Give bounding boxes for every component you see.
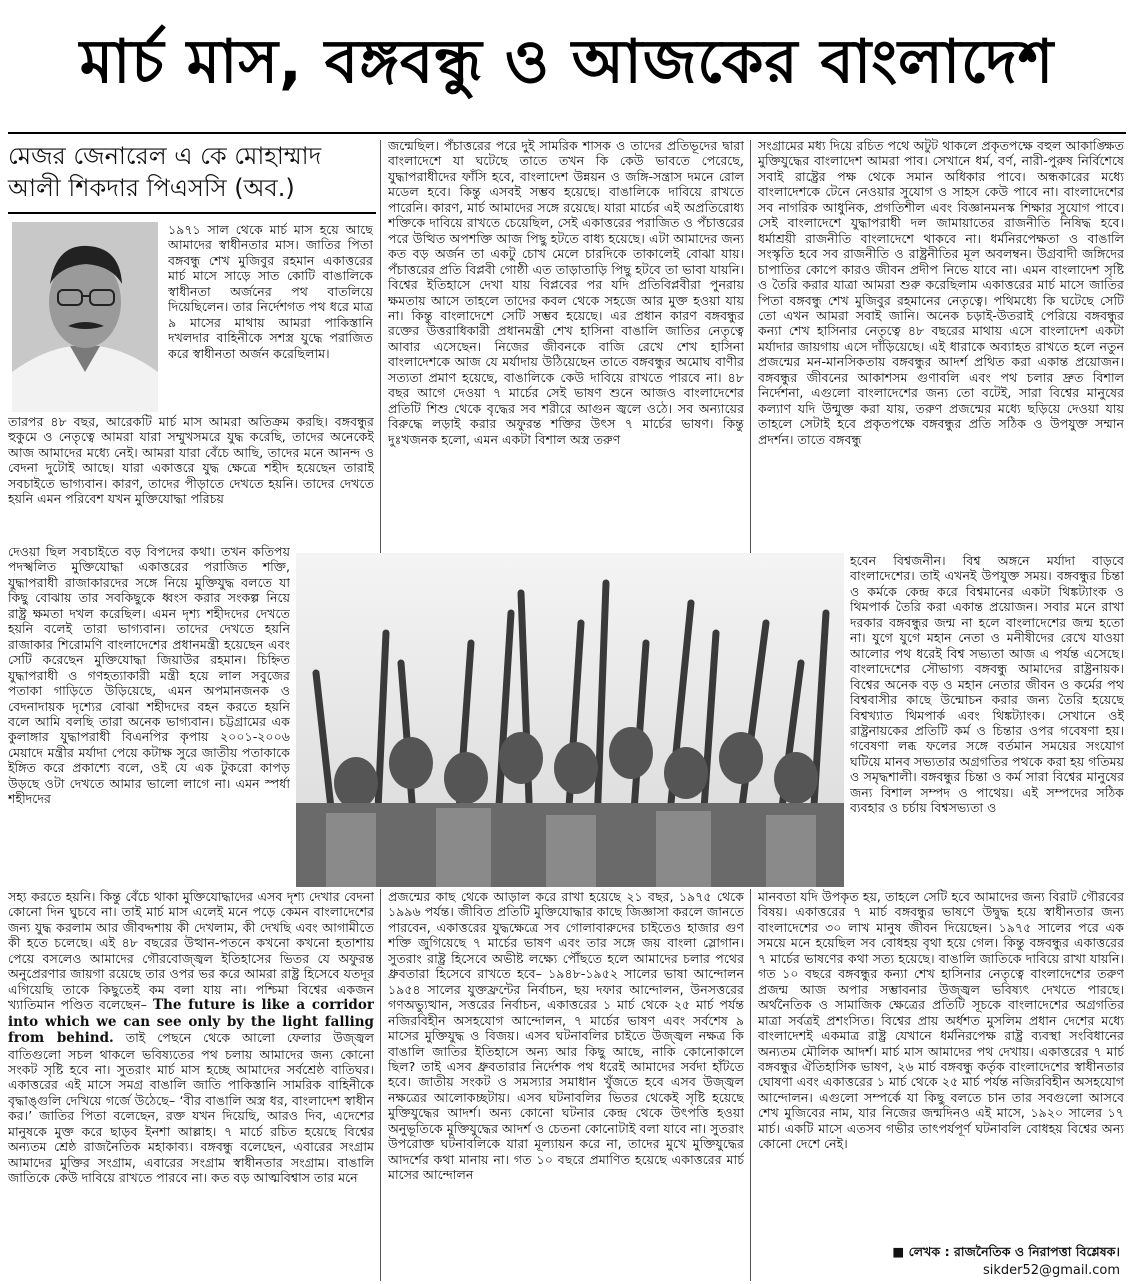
column-separator-1 [380,140,381,553]
column-separator-4 [750,889,751,1281]
author-portrait-graphic [12,222,158,412]
column-1-intro [168,222,373,412]
column-3-top [758,138,1124,550]
author-email[interactable]: sikder52@gmail.com [982,1263,1120,1278]
column-separator-2 [750,140,751,553]
column-3-mid [850,553,1124,887]
rally-photograph [296,553,844,887]
headline-rule [8,132,1126,134]
col3-bottom-text: মানবতা যদি উপকৃত হয়, তাহলে সেটি হবে আমাদের জন্য বিরাট গৌরবের বিষয়। একাত্তরের ৭ মার্চ বঙ্গবন্ধুর ভাষণে উদ্বুদ্ধ হয়ে স্বাধীনতার জন্য বাংলাদেশের ৩০ লাখ মানুষ জীবন দিয়েছেন। ১৯৭৫ সালের পরে এক সময়ে মনে হয়েছিল সব বোধহয় বৃথা হয়ে গেল। কিন্তু বঙ্গবন্ধুর একাত্তরের ৭ মার্চের ভাষণের কথা সত্য হয়েছে। বাঙালি জাতিকে দাবিয়ে রাখা যায়নি। গত ১০ বছরে বঙ্গবন্ধুর কন্যা শেখ হাসিনার নেতৃত্বে বাংলাদেশের তরুণ প্রজন্ম আজ অপার সম্ভাবনার উজ্জ্বল ভবিষ্যৎ দেখতে পারছে। অর্থনৈতিক ও সামাজিক ক্ষেত্রের প্রতিটি সূচকে বাংলাদেশের অগ্রগতির মাত্রা সর্বত্রই প্রশংসিত। বিশ্বের প্রায় অর্ধশত মুসলিম প্রধান দেশের মধ্যে বাংলাদেশই একমাত্র রাষ্ট্র যেখানে ধর্মনিরপেক্ষ রাষ্ট্র ব্যবস্থা সংবিধানের অন্যতম মৌলিক আদর্শ। মার্চ মাস আমাদের পথ দেখায়। একাত্তরের ৭ মার্চ বঙ্গবন্ধুর ঐতিহাসিক ভাষণ, ২৬ মার্চ বঙ্গবন্ধু কর্তৃক বাংলাদেশের স্বাধীনতার ঘোষণা এবং একাত্তরের ১ মার্চ থেকে ২৫ মার্চ পর্যন্ত নজিরবিহীন অসহযোগ আন্দোলন। এগুলো সম্পর্কে যা কিছু বলতে চান তার সবগুলো আসবে শেখ মুজিবের নাম, যার নিজের জন্মদিনও এই মাসে, ১৯২০ সালের ১৭ মার্চ। একটি মাসে এতসব গভীর তাৎপর্যপূর্ণ ঘটনাবলি বোধহয় বিশ্বের অন্য কোনো দেশে নেই। [758,889,1124,1152]
col1-lower-text: দেওয়া ছিল সবচাইতে বড় বিপদের কথা। তখন কতিপয় পদস্খলিত মুক্তিযোদ্ধা একাত্তরের পরাজিত শক্তি, যুদ্ধাপরাধী রাজাকারদের সঙ্গে নিয়ে মুক্তিযুদ্ধ বলতে যা কিছু বোঝায় তার সবকিছুকে ধ্বংস করার সংকল্প নিয়ে রাষ্ট্র ক্ষমতা দখল করেছিল। এমন দৃশ্য শহীদদের দেখতে হয়নি বলেই তারা ভাগ্যবান। তাদের দেখতে হয়নি রাজাকার শিরোমণি বাংলাদেশের প্রধানমন্ত্রী হয়েছেন এবং সেটি করেছেন মুক্তিযোদ্ধা জিয়াউর রহমান। চিহ্নিত যুদ্ধাপরাধী ও গণহত্যাকারী মন্ত্রী হয়ে লাল সবুজের পতাকা গাড়িতে উড়িয়েছে, এমন অপমানজনক ও বেদনাদায়ক দৃশ্যের বোঝা শহীদদের বহন করতে হয়নি বলে আমি বলছি তারা অনেক ভাগ্যবান। চট্টগ্রামের এক কুলাঙ্গার যুদ্ধাপরাধী বিএনপির কৃপায় ২০০১-২০০৬ মেয়াদে মন্ত্রীর মর্যাদা পেয়ে কটাক্ষ সুরে জাতীয় পতাকাকে ইঙ্গিত করে প্রকাশ্যে বলে, ওই যে এক টুকরো কাপড় উড়ছে ওটা দেখতে আমার ভালো লাগে না। এমন স্পর্ধা শহীদদের [8,544,290,807]
col3-top-text: সংগ্রামের মধ্য দিয়ে রচিত পথে অটুট থাকলে প্রকৃতপক্ষে বহুল আকাঙ্ক্ষিত মুক্তিযুদ্ধের বাংলাদেশ আমরা পাব। সেখানে ধর্ম, বর্ণ, নারী-পুরুষ নির্বিশেষে সবাই রাষ্ট্রের পক্ষ থেকে সমান অধিকার পাবে। অন্ধকারের মধ্যে বাংলাদেশকে টেনে নেওয়ার সুযোগ ও সাহস কেউ পাবে না। বাংলাদেশের সব নাগরিক আধুনিক, প্রগতিশীল এবং বিজ্ঞানমনস্ক শিক্ষার সুযোগ পাবে। সেই বাংলাদেশে যুদ্ধাপরাধী দল জামায়াতের রাজনীতি নিষিদ্ধ হবে। ধর্মাশ্রয়ী রাজনীতি বাংলাদেশে থাকবে না। ধর্মনিরপেক্ষতা ও বাঙালি সংস্কৃতি হবে সব রাজনীতি ও রাষ্ট্রনীতির মূল অবলম্বন। উগ্রবাদী জঙ্গিদের চাপাতির কোপে কারও জীবন প্রদীপ নিভে যাবে না। এমন বাংলাদেশ সৃষ্টি ও তৈরি করার যাত্রা আমরা শুরু করেছিলাম একাত্তরের মার্চ মাসে জাতির পিতা বঙ্গবন্ধু শেখ মুজিবুর রহমানের নেতৃত্বে। পথিমধ্যে কি ঘটেছে সেটি তো এখন আমরা সবাই জানি। অনেক চড়াই-উতরাই পেরিয়ে বঙ্গবন্ধুর কন্যা শেখ হাসিনার নেতৃত্বে ৪৮ বছরের মাথায় এসে বাংলাদেশ একটা মর্যাদার জায়গায় এসে দাঁড়িয়েছে। এই ধারাকে অব্যাহত রাখতে হলে নতুন প্রজন্মের মন-মানসিকতায় বঙ্গবন্ধুর আদর্শ প্রথিত করা একান্ত প্রয়োজন। বঙ্গবন্ধুর জীবনের আকাশসম গুণাবলি এবং পথ চলার দ্রুত বিশাল নির্দেশনা, এগুলো বাংলাদেশের জন্য তো বটেই, সারা বিশ্বের মানুষের কল্যাণ যদি উন্মুক্ত করা যায়, তরুণ প্রজন্মের মধ্যে ছড়িয়ে দেওয়া যায় তাহলে সেটাই হবে প্রকৃতপক্ষে বঙ্গবন্ধুর প্রতি সঠিক ও উপযুক্ত সম্মান প্রদর্শন। তাতে বঙ্গবন্ধু [758,138,1124,447]
author-credit: ■ লেখক : রাজনৈতিক ও নিরাপত্তা বিশ্লেষক। [892,1244,1120,1259]
column-2-bottom [388,889,744,1281]
col1-bottom-text-a: সহ্য করতে হয়নি। কিন্তু বেঁচে থাকা মুক্তিযোদ্ধাদের এসব দৃশ্য দেখার বেদনা কোনো দিন ঘুচবে না। তাই মার্চ মাস এলেই মনে পড়ে কেমন বাংলাদেশের জন্য যুদ্ধ করলাম আর জীবদ্দশায় কী দেখলাম, কী দেখছি এবং আগামীতে কী হতে চলেছে। এই ৪৮ বছরের উত্থান-পতনে কখনো কখনো হতাশায় পেয়ে বসলেও আমাদের গৌরবোজ্জ্বল ইতিহাসের ভিতর যে অফুরন্ত অনুপ্রেরণার জায়গা রয়েছে তার ওপর ভর করে আমরা রাষ্ট্র হিসেবে যতদূর এগিয়েছি তাকে কিছুতেই কম বলা যায় না। পশ্চিমা বিশ্বের একজন খ্যাতিমান পণ্ডিত বলেছেন– [8,889,374,1013]
column-1-body [8,414,374,544]
rally-photograph-graphic [296,553,844,887]
column-separator-3 [380,889,381,1281]
col2-bottom-text: প্রজন্মের কাছ থেকে আড়াল করে রাখা হয়েছে ২১ বছর, ১৯৭৫ থেকে ১৯৯৬ পর্যন্ত। জীবিত প্রতিটি মুক্তিযোদ্ধার কাছে জিজ্ঞাসা করলে জানতে পারবেন, একাত্তরের যুদ্ধক্ষেত্রে সব গোলাবারুদের চাইতেও হাজার গুণ শক্তি জুগিয়েছে ৭ মার্চের ভাষণ এবং তার সঙ্গে জয় বাংলা স্লোগান। সুতরাং রাষ্ট্র হিসেবে অভীষ্ট লক্ষ্যে পৌঁছতে হলে আমাদের চলার পথের ধ্রুবতারা হিসেবে রাখতে হবে– ১৯৪৮-১৯৫২ সালের ভাষা আন্দোলন ১৯৫৪ সালের যুক্তফ্রন্টের নির্বাচন, ছয় দফার আন্দোলন, উনসত্তরের গণঅভ্যুত্থান, সত্তরের নির্বাচন, একাত্তরের ১ মার্চ থেকে ২৫ মার্চ পর্যন্ত নজিরবিহীন অসহযোগ আন্দোলন, ৭ মার্চের ভাষণ এবং সর্বশেষ ৯ মাসের মুক্তিযুদ্ধ ও বিজয়। এসব ঘটনাবলির চাইতে উজ্জ্বল নক্ষত্র কি বাঙালি জাতির ইতিহাসে অন্য আর কিছু আছে, নাকি কোনোকালে ছিল? তাই এসব ধ্রুবতারার নির্দেশক পথ ধরেই আমাদের সর্বদা হাঁটতে হবে। জাতীয় সংকট ও সমস্যার সমাধান খুঁজতে হবে এসব উজ্জ্বল নক্ষত্রের আলোকচ্ছটায়। এসব ঘটনাবলির ভিতর থেকেই সৃষ্টি হয়েছে মুক্তিযুদ্ধের আদর্শ। অন্য কোনো ঘটনার কেন্দ্র থেকে উৎপত্তি হওয়া অনুভূতিকে মুক্তিযুদ্ধের আদর্শ ও চেতনা কোনোটাই বলা যাবে না। সুতরাং উপরোক্ত ঘটনাবলিকে যারা মূল্যায়ন করে না, তাদের মুখে মুক্তিযুদ্ধের আদর্শের কথা মানায় না। গত ১০ বছরে প্রমাণিত হয়েছে একাত্তরের মার্চ মাসের আন্দোলন [388,889,744,1183]
byline-rule [8,212,376,214]
column-1-bottom [8,889,374,1281]
column-2-top [388,138,744,550]
col3-mid-text: হবেন বিশ্বজনীন। বিশ্ব অঙ্গনে মর্যাদা বাড়বে বাংলাদেশের। তাই এখনই উপযুক্ত সময়। বঙ্গবন্ধুর চিন্তা ও কর্মকে কেন্দ্র করে বিশ্বমানের একটা থিঙ্কট্যাংক ও থিমপার্ক তৈরি করা একান্ত প্রয়োজন। সবার মনে রাখা দরকার বঙ্গবন্ধুর জন্ম না হলে বাংলাদেশের জন্ম হতো না। যুগে যুগে মহান নেতা ও মনীষীদের রেখে যাওয়া আলোর পথ ধরেই বিশ্ব সভ্যতা আজ এ পর্যন্ত এসেছে। বাংলাদেশের সৌভাগ্য বঙ্গবন্ধু আমাদের রাষ্ট্রনায়ক। বিশ্বের অনেক বড় ও মহান নেতার জীবন ও কর্মের পথ বিশ্ববাসীর কাছে উন্মোচন করার জন্য তৈরি হয়েছে বিশ্বখ্যাত থিমপার্ক এবং থিঙ্কট্যাংক। সেখানে ওই রাষ্ট্রনায়কের প্রতিটি কর্ম ও চিন্তার ওপর গবেষণা হয়। গবেষণা লব্ধ ফলের সঙ্গে বর্তমান সময়ের সংযোগ ঘটিয়ে মানব সভ্যতার অগ্রগতির পথকে করা হয় গতিময় ও সমৃদ্ধশালী। বঙ্গবন্ধুর চিন্তা ও কর্ম সারা বিশ্বের মানুষের জন্য বিশাল সম্পদ ও পাথেয়। এই সম্পদের সঠিক ব্যবহার ও চর্চায় বিশ্বসভ্যতা ও [850,553,1124,816]
english-quote: The future is like a corridor into which we can see only by the light falling from behind. [8,997,374,1047]
column-3-bottom [758,889,1124,1243]
column-1-lower [8,544,290,886]
author-portrait [12,222,158,412]
col1-bottom-text-b: তাই পেছনে থেকে আলো ফেলার উজ্জ্বল বাতিগুলো সচল থাকলে ভবিষ্যতের পথ চলায় আমাদের জন্য কোনো সংকট সৃষ্টি হবে না। সুতরাং মার্চ মাস হচ্ছে আমাদের সর্বশ্রেষ্ঠ বাতিঘর। একাত্তরের এই মাসে সমগ্র বাঙালি জাতি পাকিস্তানি সামরিক বাহিনীকে বৃদ্ধাঙ্গুলি দেখিয়ে গর্জে উঠেছে– ‘বীর বাঙালি অস্ত্র ধর, বাংলাদেশ স্বাধীন কর।’ জাতির পিতা বলেছেন, রক্ত যখন দিয়েছি, আরও দিব, এদেশের মানুষকে মুক্ত করে ছাড়ব ইনশা আল্লাহ। ৭ মার্চে রচিত হয়েছে বিশ্বের অন্যতম শ্রেষ্ঠ রাজনৈতিক মহাকাব্য। বঙ্গবন্ধু বলেছেন, এবারের সংগ্রাম আমাদের মুক্তির সংগ্রাম, এবারের সংগ্রাম স্বাধীনতার সংগ্রাম। বাঙালি জাতিকে কেউ দাবিয়ে রাখতে পারবে না। কত বড় আত্মবিশ্বাস তার মনে [8,1030,374,1186]
col1-intro-text: ১৯৭১ সাল থেকে মার্চ মাস হয়ে আছে আমাদের স্বাধীনতার মাস। জাতির পিতা বঙ্গবন্ধু শেখ মুজিবুর রহমান একাত্তরের মার্চ মাসে সাড়ে সাত কোটি বাঙালিকে স্বাধীনতা অর্জনের পথ বাতলিয়ে দিয়েছিলেন। তার নির্দেশগত পথ ধরে মাত্র ৯ মাসের মাথায় আমরা পাকিস্তানি দখলদার বাহিনীকে সশস্ত্র যুদ্ধে পরাজিত করে স্বাধীনতা অর্জন করেছিলাম। [168,222,373,361]
col2-top-text: জন্মেছিল। পঁচাত্তরের পরে দুই সামরিক শাসক ও তাদের প্রতিভূদের দ্বারা বাংলাদেশে যা ঘটেছে তাতে তখন কি কেউ ভাবতে পেরেছে, যুদ্ধাপরাধীদের ফাঁসি হবে, বাংলাদেশ উন্নয়ন ও জঙ্গি-সন্ত্রাস দমনে রোল মডেল হবে। কিন্তু এসবই সম্ভব হয়েছে। বাঙালিকে দাবিয়ে রাখতে পারেনি। কারণ, মার্চ আমাদের সঙ্গে রয়েছে। যারা মার্চের এই অপ্রতিরোধ্য শক্তিকে দাবিয়ে রাখতে চেয়েছিল, সেই একাত্তরের পরাজিত ও পঁচাত্তরের পরে উত্থিত অপশক্তি আজ পিছু হটতে বাধ্য হয়েছে। এটা আমাদের জন্য কত বড় অর্জন তা একটু চোখ মেলে চারদিকে তাকালেই বোঝা যায়। পঁচাত্তরের প্রতি বিপ্লবী গোষ্ঠী এত তাড়াতাড়ি পিছু হটবে তা ভাবা যায়নি। বিশ্বের ইতিহাসে দেখা যায় বিপ্লবের পর যদি প্রতিবিপ্লবীরা পুনরায় ক্ষমতায় আসে তাহলে তাদের কবল থেকে সহজে আর মুক্ত হওয়া যায় না। কিন্তু বাংলাদেশে সেটি সম্ভব হয়েছে। এর প্রধান কারণ বঙ্গবন্ধুর রক্তের উত্তরাধিকারী প্রধানমন্ত্রী শেখ হাসিনা বাঙালি জাতির নেতৃত্বে আবার এসেছেন। নিজের জীবনকে বাজি রেখে শেখ হাসিনা বাংলাদেশকে আজ যে মর্যাদায় উঠিয়েছেন তাতে বঙ্গবন্ধুর অমোঘ বাণীর সত্যতা প্রমাণ হয়েছে, বাঙালিকে কেউ দাবিয়ে রাখতে পারবে না। ৪৮ বছর আগে দেওয়া ৭ মার্চের সেই ভাষণ শুনে আজও বাংলাদেশের প্রতিটি শিশু থেকে বৃদ্ধের সব শরীরে আগুন জ্বলে ওঠে। সব অন্যায়ের বিরুদ্ধে লড়াই করার অফুরন্ত শক্তির উৎস ৭ মার্চের ভাষণ। কিন্তু দুঃখজনক হলো, এমন একটা বিশাল অস্ত্র তরুণ [388,138,744,447]
headline: মার্চ মাস, বঙ্গবন্ধু ও আজকের বাংলাদেশ [79,27,1055,97]
col1-body-text: তারপর ৪৮ বছর, আরেকটি মার্চ মাস আমরা অতিক্রম করছি। বঙ্গবন্ধুর হুকুমে ও নেতৃত্বে আমরা যারা সম্মুখসমরে যুদ্ধ করেছি, তাদের অনেকেই আজ আমাদের মধ্যে নেই। আমরা যারা বেঁচে আছি, তাদের মনে আনন্দ ও বেদনা দুটোই আছে। যারা একাত্তরে যুদ্ধ ক্ষেত্রে শহীদ হয়েছেন তারাই সবচাইতে ভাগ্যবান। কারণ, তাদের পীড়াতে দেখতে হয়নি। তাদের দেখতে হয়নি এমন পরিবেশ যখন মুক্তিযোদ্ধা পরিচয় [8,414,374,507]
byline: মেজর জেনারেল এ কে মোহাম্মাদ আলী শিকদার পিএসসি (অব.) [8,142,322,202]
